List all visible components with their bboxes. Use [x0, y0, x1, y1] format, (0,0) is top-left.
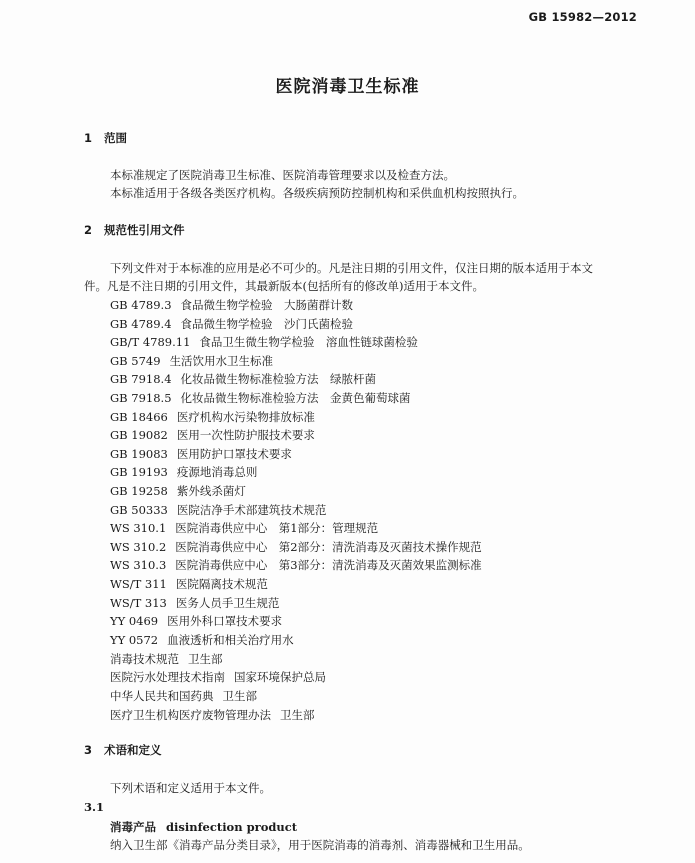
reference-title: 卫生部 — [188, 652, 223, 666]
reference-code: WS/T 311 — [110, 577, 167, 591]
reference-item — [110, 390, 411, 406]
reference-item — [110, 557, 482, 573]
reference-item — [110, 371, 376, 387]
reference-code: YY 0572 — [110, 633, 159, 647]
reference-item — [110, 464, 257, 480]
reference-item — [110, 613, 282, 629]
reference-code: GB 7918.4 — [110, 372, 172, 386]
reference-code: GB/T 4789.11 — [110, 335, 191, 349]
reference-code: WS/T 313 — [110, 596, 167, 610]
reference-title: 医院消毒供应中心 第1部分：管理规范 — [175, 521, 379, 535]
term-definition: 纳入卫生部《消毒产品分类目录》，用于医院消毒的消毒剂、消毒器械和卫生用品。 — [110, 838, 530, 852]
term-english: disinfection product — [166, 820, 298, 834]
standard-number: GB 15982—2012 — [528, 10, 637, 24]
reference-title: 食品微生物学检验 沙门氏菌检验 — [180, 317, 354, 331]
reference-code: 消毒技术规范 — [110, 652, 179, 666]
reference-title: 化妆品微生物标准检验方法 绿脓杆菌 — [180, 372, 377, 386]
reference-item — [110, 316, 353, 332]
reference-title: 医用外科口罩技术要求 — [167, 614, 283, 628]
section-title: 术语和定义 — [104, 743, 162, 757]
reference-title: 医务人员手卫生规范 — [175, 596, 280, 610]
reference-code: GB 19083 — [110, 447, 168, 461]
section-3-heading — [84, 742, 162, 758]
reference-title: 疫源地消毒总则 — [176, 465, 258, 479]
reference-title: 医疗机构水污染物排放标准 — [176, 410, 315, 424]
reference-code: 中华人民共和国药典 — [110, 689, 214, 703]
reference-title: 卫生部 — [280, 708, 315, 722]
section-1-para-1: 本标准规定了医院消毒卫生标准、医院消毒管理要求以及检查方法。 — [110, 168, 455, 182]
reference-item — [110, 669, 326, 685]
reference-item — [110, 632, 294, 648]
reference-code: GB 4789.4 — [110, 317, 172, 331]
reference-code: GB 19082 — [110, 428, 168, 442]
section-3-intro: 下列术语和定义适用于本文件。 — [110, 781, 271, 795]
reference-item — [110, 595, 279, 611]
reference-title: 医用防护口罩技术要求 — [176, 447, 292, 461]
reference-item — [110, 483, 246, 499]
reference-item — [110, 353, 273, 369]
document-title: 医院消毒卫生标准 — [275, 77, 420, 97]
reference-code: GB 7918.5 — [110, 391, 172, 405]
reference-title: 医院洁净手术部建筑技术规范 — [176, 503, 327, 517]
reference-item — [110, 520, 378, 536]
reference-code: GB 19258 — [110, 484, 168, 498]
reference-title: 生活饮用水卫生标准 — [169, 354, 274, 368]
reference-item — [110, 539, 482, 555]
section-number: 2 — [84, 223, 93, 237]
reference-item — [110, 688, 257, 704]
section-number: 3 — [84, 743, 93, 757]
reference-item — [110, 297, 353, 313]
section-2-heading — [84, 222, 185, 238]
term-entry — [110, 819, 297, 835]
reference-code: GB 18466 — [110, 410, 168, 424]
term-chinese: 消毒产品 — [110, 820, 156, 834]
reference-code: WS 310.1 — [110, 521, 167, 535]
section-2-intro-line-1: 下列文件对于本标准的应用是必不可少的。凡是注日期的引用文件，仅注日期的版本适用于本文 — [110, 261, 593, 275]
section-title: 范围 — [104, 131, 127, 145]
reference-item — [110, 576, 268, 592]
section-title: 规范性引用文件 — [104, 223, 185, 237]
reference-item — [110, 427, 315, 443]
reference-item — [110, 502, 326, 518]
reference-item — [110, 409, 315, 425]
reference-title: 医院消毒供应中心 第3部分：清洗消毒及灭菌效果监测标准 — [175, 558, 482, 572]
section-number: 1 — [84, 131, 93, 145]
reference-item — [110, 334, 418, 350]
reference-title: 紫外线杀菌灯 — [176, 484, 246, 498]
section-2-intro-line-2: 件。凡是不注日期的引用文件，其最新版本(包括所有的修改单)适用于本文件。 — [84, 279, 484, 293]
reference-code: YY 0469 — [110, 614, 159, 628]
reference-title: 医院隔离技术规范 — [175, 577, 268, 591]
reference-code: WS 310.3 — [110, 558, 167, 572]
reference-code: GB 19193 — [110, 465, 168, 479]
reference-title: 食品微生物学检验 大肠菌群计数 — [180, 298, 354, 312]
reference-code: 医疗卫生机构医疗废物管理办法 — [110, 708, 271, 722]
reference-title: 卫生部 — [222, 689, 257, 703]
reference-title: 医院消毒供应中心 第2部分：清洗消毒及灭菌技术操作规范 — [175, 540, 482, 554]
reference-code: 医院污水处理技术指南 — [110, 670, 225, 684]
reference-item — [110, 446, 292, 462]
reference-code: GB 50333 — [110, 503, 168, 517]
reference-item — [110, 651, 223, 667]
reference-code: WS 310.2 — [110, 540, 167, 554]
reference-title: 国家环境保护总局 — [234, 670, 326, 684]
reference-title: 医用一次性防护服技术要求 — [176, 428, 315, 442]
reference-title: 食品卫生微生物学检验 溶血性链球菌检验 — [199, 335, 418, 349]
reference-code: GB 5749 — [110, 354, 161, 368]
section-1-heading — [84, 130, 127, 146]
reference-code: GB 4789.3 — [110, 298, 172, 312]
reference-item — [110, 707, 315, 723]
section-1-para-2: 本标准适用于各级各类医疗机构。各级疾病预防控制机构和采供血机构按照执行。 — [110, 186, 524, 200]
reference-title: 化妆品微生物标准检验方法 金黄色葡萄球菌 — [180, 391, 411, 405]
reference-title: 血液透析和相关治疗用水 — [167, 633, 294, 647]
clause-number: 3.1 — [84, 800, 105, 814]
